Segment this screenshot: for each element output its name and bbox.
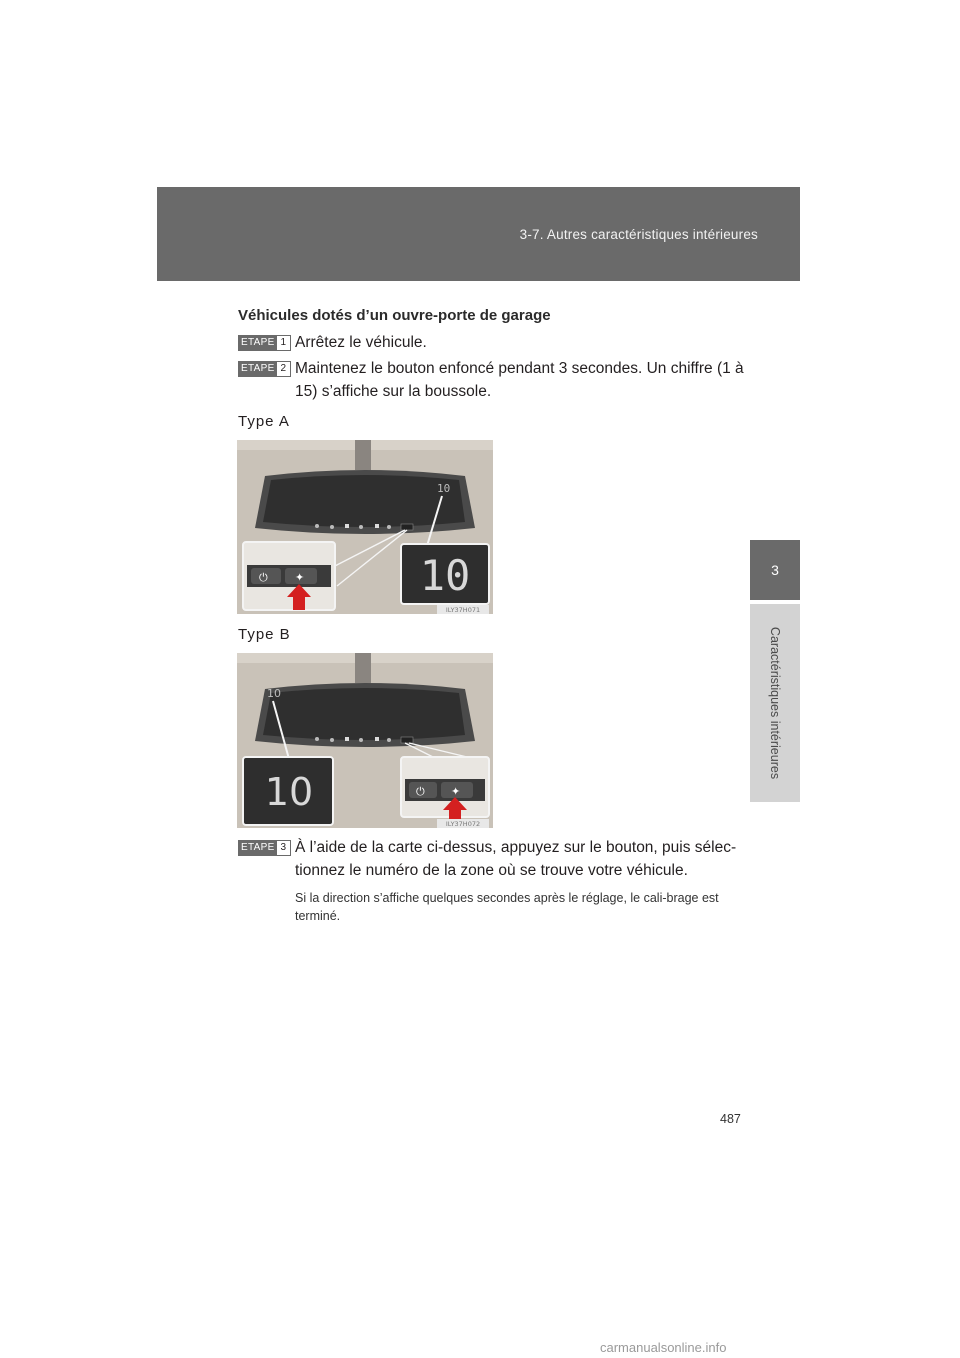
svg-text:✦: ✦ (451, 785, 461, 798)
mirror-illustration (237, 440, 493, 614)
page-number: 487 (720, 1112, 741, 1126)
calibration-note: Si la direction s’affiche quelques secondes après le réglage, le cali-brage est terminé. (295, 891, 719, 923)
step-3 (238, 836, 758, 882)
step-badge: ETAPE 3 (238, 840, 291, 856)
type-b-label: Type B (238, 626, 291, 643)
step-text: Arrêtez le véhicule. (295, 334, 427, 351)
section-heading: Véhicules dotés d’un ouvre-porte de garage (238, 307, 551, 324)
svg-text:⏻: ⏻ (259, 571, 268, 584)
mirror-figure-type-b (237, 653, 493, 828)
header-band (157, 187, 800, 281)
step-badge: ETAPE 1 (238, 335, 291, 351)
mirror-figure-type-a (237, 440, 493, 614)
chapter-number-tab (750, 540, 800, 600)
compass-display-small: 10 (437, 482, 451, 495)
svg-text:✦: ✦ (295, 571, 305, 584)
step-text: Maintenez le bouton enfoncé pendant 3 secondes. Un chiffre (1 à 15) s’affiche sur la boussole. (295, 360, 744, 400)
chapter-tab (750, 604, 800, 802)
compass-display-large: 10 (264, 770, 314, 814)
compass-display-small: 10 (267, 687, 281, 700)
type-a-label: Type A (238, 413, 290, 430)
compass-display-large: 10 (419, 551, 471, 600)
step-badge: ETAPE 2 (238, 361, 291, 377)
section-title: 3-7. Autres caractéristiques intérieures (519, 227, 758, 242)
step-2 (238, 357, 758, 403)
figure-code: ILY37H072 (445, 820, 481, 828)
chapter-label: Caractéristiques intérieures (768, 626, 782, 780)
chapter-number: 3 (771, 562, 779, 578)
figure-code: ILY37H071 (445, 606, 481, 614)
watermark: carmanualsonline.info (600, 1340, 727, 1355)
svg-text:⏻: ⏻ (416, 785, 425, 798)
step-text: À l’aide de la carte ci-dessus, appuyez sur le bouton, puis sélec-tionnez le numéro de la zone où se trouve votre véhicule. (295, 839, 737, 879)
step-1 (238, 331, 758, 354)
mirror-illustration (237, 653, 493, 828)
